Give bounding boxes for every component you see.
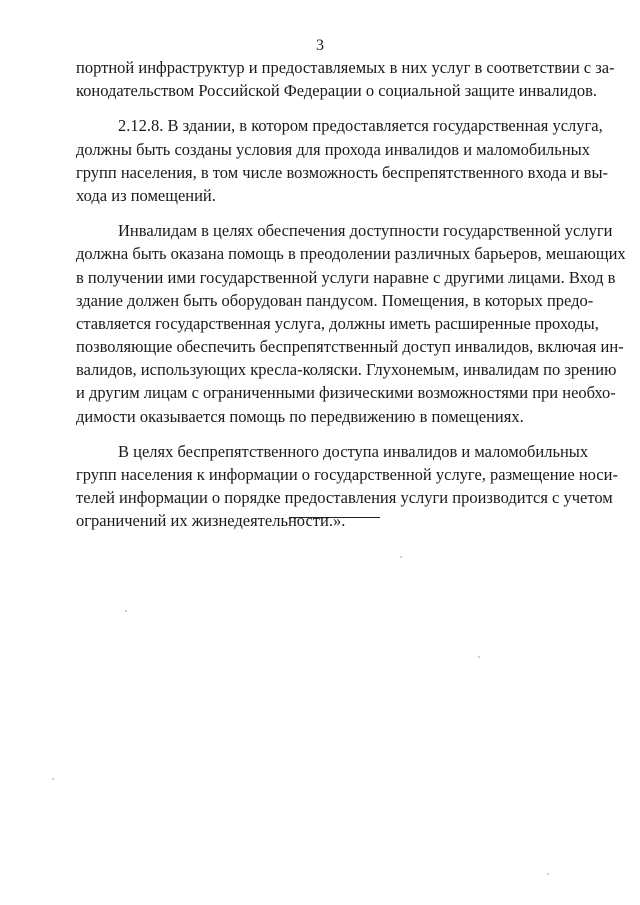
scan-speck <box>52 778 54 780</box>
text-line: должны быть созданы условия для прохода инвалидов и маломобильных <box>76 139 590 159</box>
text-line: должна быть оказана помощь в преодолении различных барьеров, мешающих <box>76 244 626 264</box>
text-line: конодательством Российской Федерации о социальной защите инвалидов. <box>76 81 598 101</box>
scan-speck <box>478 656 480 658</box>
scan-speck <box>547 873 549 875</box>
text-line: групп населения, в том числе возможность беспрепятственного входа и вы- <box>76 162 609 182</box>
text-line: хода из помещений. <box>76 185 216 205</box>
text-line: групп населения к информации о государственной услуге, размещение носи- <box>76 465 618 484</box>
text-line: в получении ими государственной услуги наравне с другими лицами. Вход в <box>76 267 616 287</box>
text-line: ставляется государственная услуга, должны иметь расширенные проходы, <box>76 313 599 333</box>
text-line: позволяющие обеспечить беспрепятственный доступ инвалидов, включая ин- <box>76 337 624 357</box>
closing-separator-line <box>289 517 380 518</box>
text-line: В целях беспрепятственного доступа инвалидов и маломобильных <box>118 441 589 461</box>
text-line: 2.12.8. В здании, в котором предоставляется государственная услуга, <box>118 116 603 136</box>
text-line: Инвалидам в целях обеспечения доступности государственной услуги <box>118 221 613 241</box>
page-number: 3 <box>316 37 324 54</box>
text-line: димости оказывается помощь по передвижению в помещениях. <box>76 406 524 426</box>
scan-speck <box>400 556 402 558</box>
document-body <box>76 56 626 545</box>
text-line: здание должен быть оборудован пандусом. Помещения, в которых предо- <box>76 290 594 310</box>
scan-speck <box>125 610 127 612</box>
paragraph-information-access <box>76 440 618 533</box>
text-line: телей информации о порядке предоставления услуги производится с учетом <box>76 488 613 508</box>
text-line: портной инфраструктур и предоставляемых в них услуг в соответствии с за- <box>76 58 615 77</box>
text-line: ограничений их жизнедеятельности.». <box>76 511 346 531</box>
paragraph-clause-2-12-8 <box>76 114 609 207</box>
paragraph-continuation <box>76 56 615 102</box>
text-line: и другим лицам с ограниченными физическими возможностями при необхо- <box>76 383 616 403</box>
paragraph-accessibility-assistance <box>76 219 626 428</box>
text-line: валидов, использующих кресла-коляски. Глухонемым, инвалидам по зрению <box>76 360 617 380</box>
